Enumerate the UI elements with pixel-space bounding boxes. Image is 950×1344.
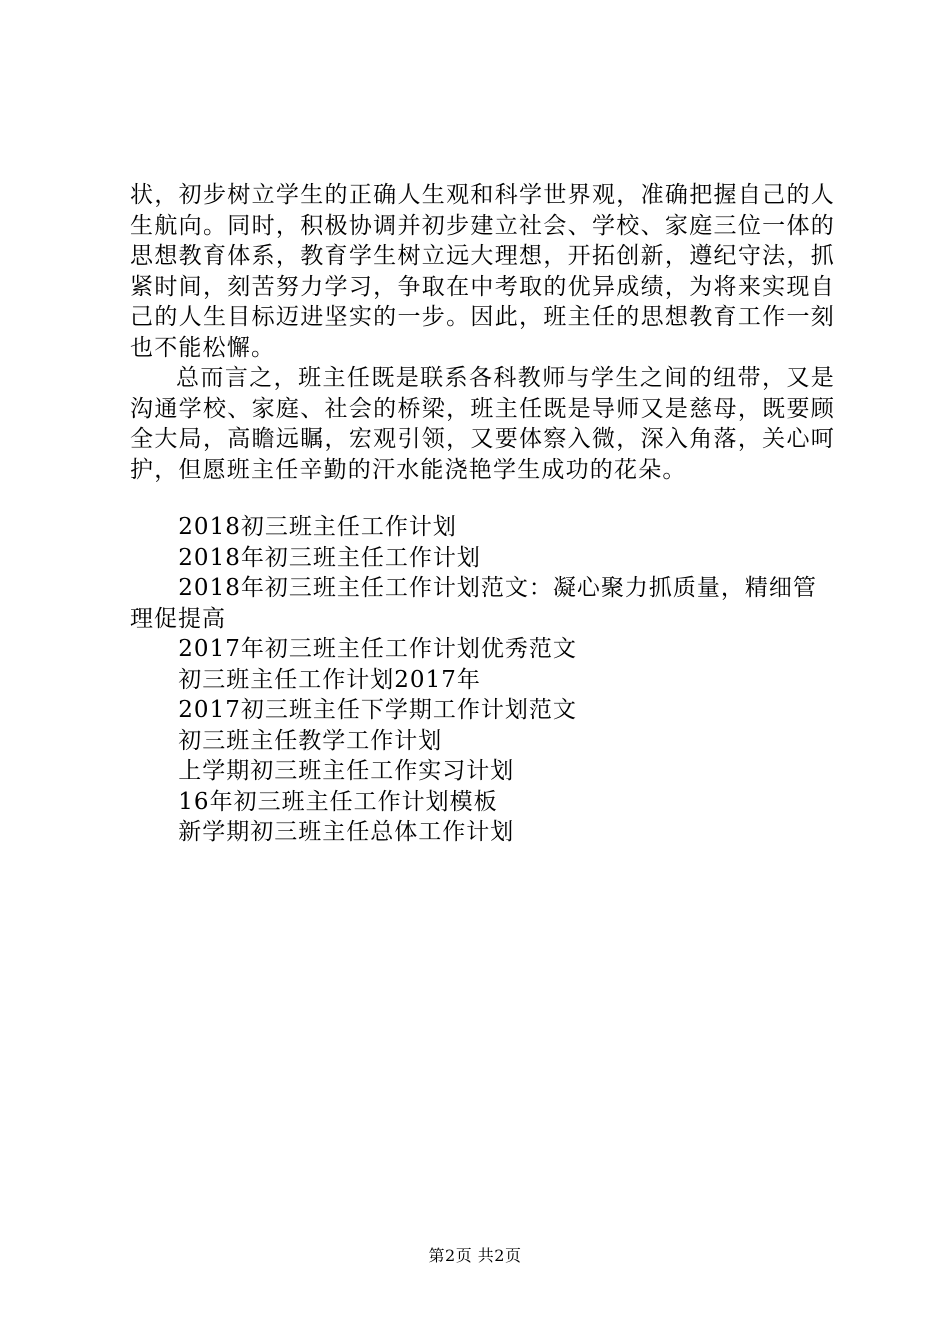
related-article-item[interactable]: 新学期初三班主任总体工作计划 bbox=[178, 819, 515, 845]
related-article-item[interactable]: 2018年初三班主任工作计划 bbox=[178, 544, 481, 571]
body-paragraph-1: 状，初步树立学生的正确人生观和科学世界观，准确把握自己的人生航向。同时，积极协调并初步建立社会、学校、家庭三位一体的思想教育体系，教育学生树立远大理想，开拓创新，遵纪守法，抓紧时间，刻苦努力学习，争取在中考取的优异成绩，为将来实现自己的人生目标迈进坚实的一步。因此，班主任的思想教育工作一刻也不能松懈。 bbox=[130, 182, 835, 361]
related-article-item[interactable]: 初三班主任教学工作计划 bbox=[178, 727, 443, 754]
body-paragraph-2: 总而言之，班主任既是联系各科教师与学生之间的纽带，又是沟通学校、家庭、社会的桥梁，班主任既是导师又是慈母，既要顾全大局，高瞻远瞩，宏观引领，又要体察入微，深入角落，关心呵护，但愿班主任辛勤的汗水能浇艳学生成功的花朵。 bbox=[130, 365, 835, 483]
related-article-item[interactable]: 2018初三班主任工作计划 bbox=[178, 514, 457, 540]
related-article-item[interactable]: 2017初三班主任下学期工作计划范文 bbox=[178, 697, 577, 723]
related-article-item[interactable]: 初三班主任工作计划2017年 bbox=[178, 666, 481, 693]
related-articles-list bbox=[130, 512, 835, 848]
related-article-item[interactable]: 16年初三班主任工作计划模板 bbox=[178, 788, 498, 815]
related-article-item[interactable]: 上学期初三班主任工作实习计划 bbox=[178, 758, 515, 784]
related-article-item[interactable]: 2018年初三班主任工作计划范文：凝心聚力抓质量，精细管理促提高 bbox=[130, 575, 817, 632]
related-article-item[interactable]: 2017年初三班主任工作计划优秀范文 bbox=[178, 636, 577, 662]
page-number-footer: 第2页 共2页 bbox=[428, 1246, 522, 1265]
